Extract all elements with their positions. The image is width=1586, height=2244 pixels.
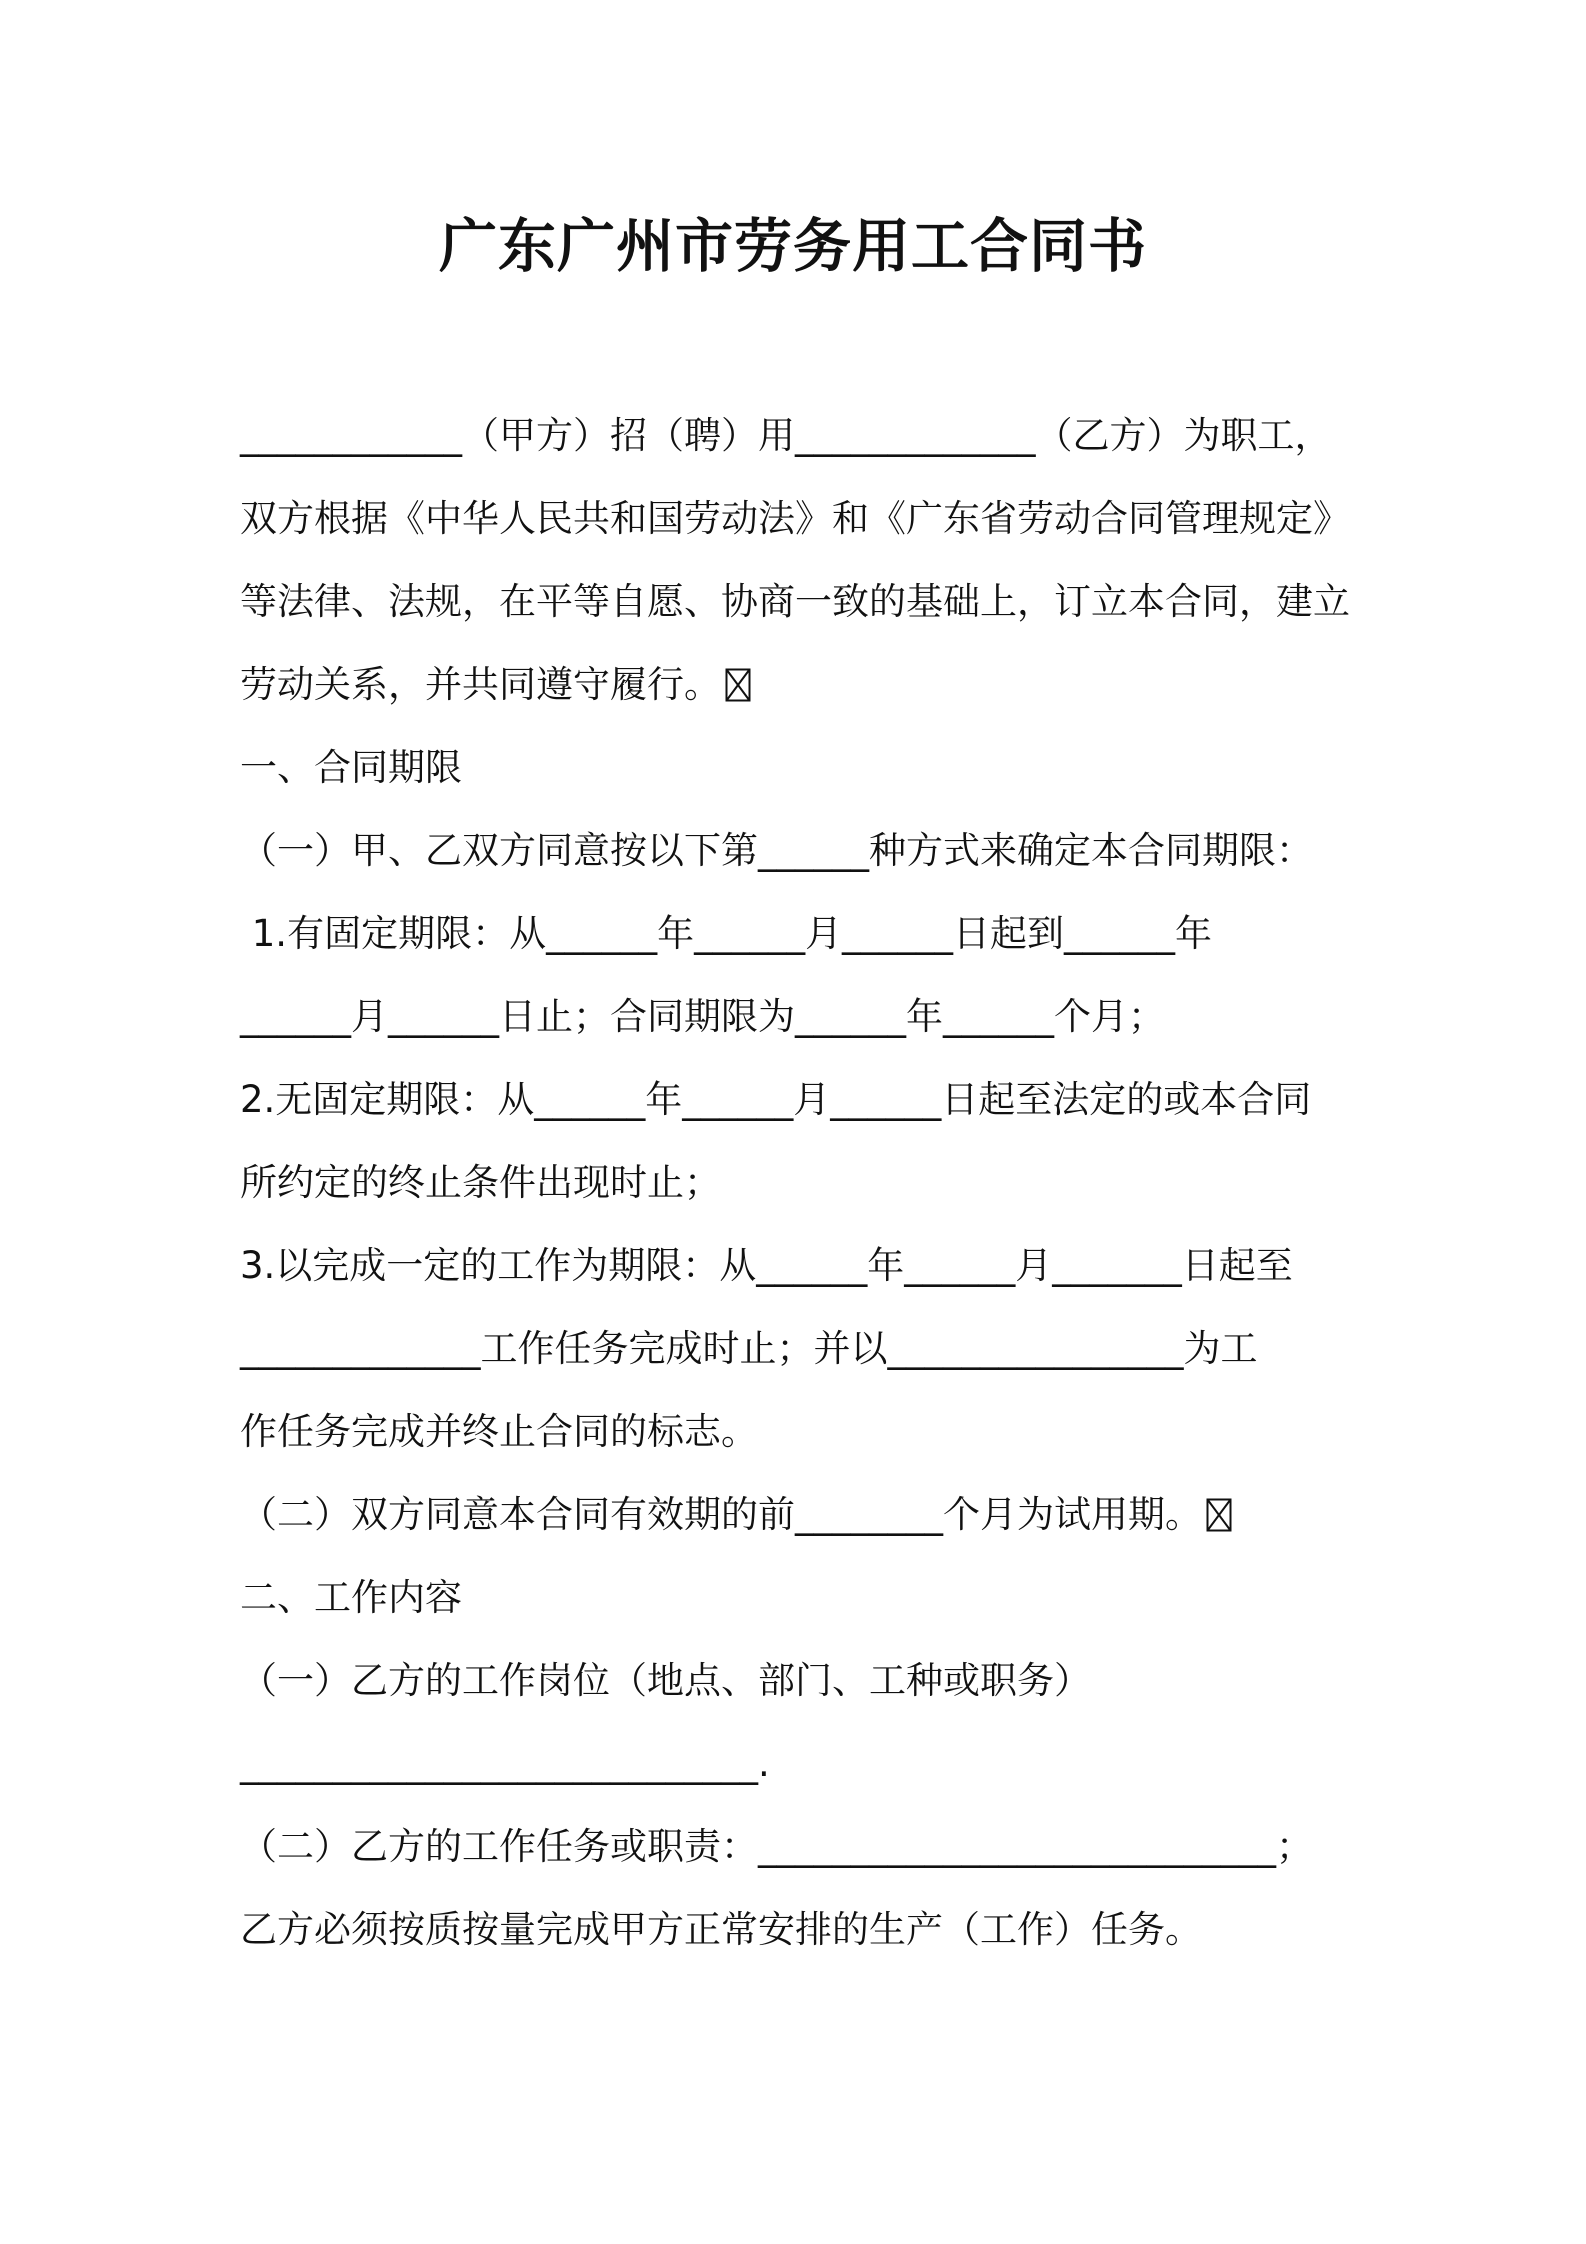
line-text: （二）乙方的工作任务或职责：____________________________； (240, 1825, 1313, 1868)
section-heading (240, 742, 462, 794)
line-text: _____________工作任务完成时止；并以________________为工 (240, 1327, 1258, 1370)
document-title: 广东广州市劳务用工合同书 (438, 212, 1147, 280)
line-text: 乙方必须按质按量完成甲方正常安排的生产（工作）任务。 (240, 1908, 1202, 1951)
line-text: 所约定的终止条件出现时止； (240, 1161, 721, 1204)
paragraph-line (240, 1406, 758, 1458)
paragraph-line (240, 1738, 770, 1790)
paragraph-line (240, 1074, 1311, 1126)
line-text: ____________（甲方）招（聘）用_____________（乙方）为职工， (240, 414, 1332, 457)
line-text: 一、合同期限 (240, 746, 462, 789)
paragraph-line (240, 1157, 721, 1209)
line-text: 3.以完成一定的工作为期限：从______年______月_______日起至 (240, 1244, 1293, 1287)
paragraph-line (240, 410, 1332, 462)
section-heading (240, 1572, 462, 1624)
paragraph-line (240, 1489, 1232, 1541)
line-text: 2.无固定期限：从______年______月______日起至法定的或本合同 (240, 1078, 1312, 1121)
paragraph-line (240, 1240, 1293, 1292)
checkbox-glyph-icon (725, 668, 751, 702)
paragraph-line (240, 659, 751, 711)
line-text: 作任务完成并终止合同的标志。 (240, 1410, 758, 1453)
paragraph-line (240, 576, 1350, 628)
paragraph-line (240, 991, 1165, 1043)
line-text: 二、工作内容 (240, 1576, 462, 1619)
line-text: 双方根据《中华人民共和国劳动法》和《广东省劳动合同管理规定》 (240, 497, 1350, 540)
paragraph-line (240, 1323, 1258, 1375)
paragraph-line (240, 825, 1313, 877)
paragraph-line (240, 1904, 1202, 1956)
line-text: ____________________________. (240, 1742, 770, 1785)
line-text: 劳动关系，并共同遵守履行。 (240, 663, 721, 706)
line-text: （一）甲、乙双方同意按以下第______种方式来确定本合同期限： (240, 829, 1313, 872)
line-text: 等法律、法规，在平等自愿、协商一致的基础上，订立本合同，建立 (240, 580, 1350, 623)
line-text: （一）乙方的工作岗位（地点、部门、工种或职务） (240, 1659, 1091, 1702)
paragraph-line (240, 908, 1212, 960)
line-text: （二）双方同意本合同有效期的前________个月为试用期。 (240, 1493, 1202, 1536)
checkbox-glyph-icon (1206, 1498, 1232, 1532)
line-text: 1.有固定期限：从______年______月______日起到______年 (240, 912, 1213, 955)
paragraph-line (240, 1821, 1313, 1873)
line-text: ______月______日止；合同期限为______年______个月； (240, 995, 1165, 1038)
paragraph-line (240, 1655, 1091, 1707)
paragraph-line (240, 493, 1350, 545)
